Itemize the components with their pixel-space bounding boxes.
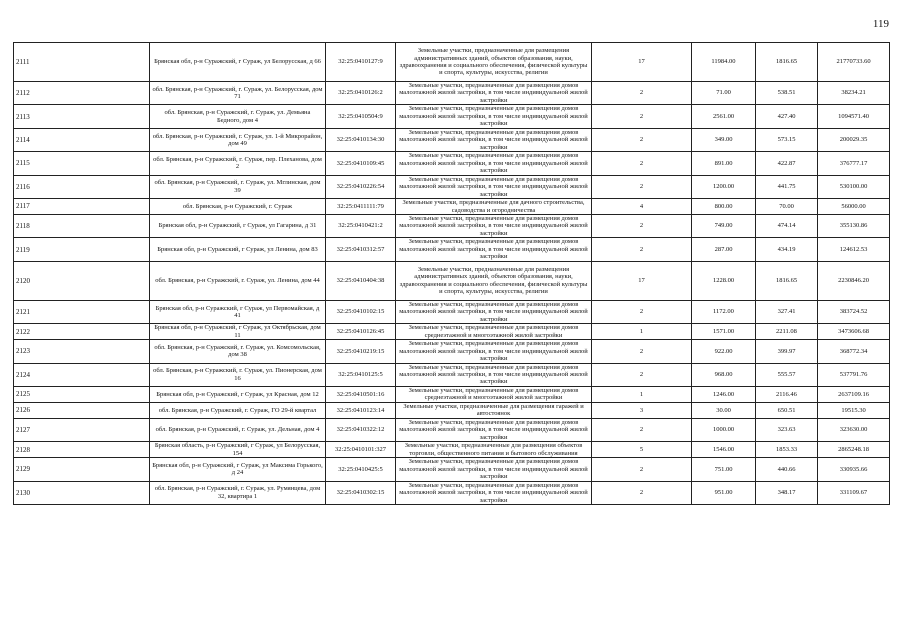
cadastral-value-cell: 124612.53 [818,238,890,261]
specific-value-cell: 1816.65 [756,43,818,82]
specific-value-cell: 422.87 [756,152,818,175]
address-cell: обл. Брянская, р-н Суражский, г. Сураж, ГО 29-й квартал [150,402,326,418]
specific-value-cell: 440.66 [756,458,818,481]
land-use-cell: Земельные участки, предназначенные для дачного строительства, садоводства и огородничества [396,199,592,215]
cadastral-number-cell: 32:25:0410404:38 [326,261,396,300]
cadastral-value-cell: 355130.86 [818,214,890,237]
table-row [14,340,890,363]
cadastral-number-cell: 32:25:0411111:79 [326,199,396,215]
specific-value-cell: 70.00 [756,199,818,215]
cadastral-number-cell: 32:25:0410504:9 [326,105,396,128]
address-cell: обл. Брянская, р-н Суражский, г. Сураж [150,199,326,215]
row-number-cell: 2125 [14,386,150,402]
cadastral-number-cell: 32:25:0410322:12 [326,418,396,441]
row-number-cell: 2124 [14,363,150,386]
area-cell: 349.00 [692,128,756,151]
cadastral-value-cell: 3473606.68 [818,324,890,340]
area-cell: 800.00 [692,199,756,215]
land-use-cell: Земельные участки, предназначенные для размещения домов малоэтажной жилой застройки, в том числе индивидуальной жилой застройки [396,458,592,481]
address-cell: обл. Брянская, р-н Суражский, г. Сураж, ул. Пионерская, дом 16 [150,363,326,386]
table-row [14,458,890,481]
use-group-code-cell: 2 [592,418,692,441]
cadastral-number-cell: 32:25:0410134:30 [326,128,396,151]
area-cell: 71.00 [692,82,756,105]
cadastral-value-cell: 1094571.40 [818,105,890,128]
address-cell: Брянская обл, р-н Суражский, г Сураж, ул Красная, дом 12 [150,386,326,402]
area-cell: 751.00 [692,458,756,481]
area-cell: 1172.00 [692,300,756,323]
land-use-cell: Земельные участки, предназначенные для размещения административных зданий, объектов образования, науки, здравоохранения и социального обеспечения, физической культуры и спорта, культуры, искусства, религии [396,43,592,82]
table-row [14,43,890,82]
specific-value-cell: 1816.65 [756,261,818,300]
cadastral-number-cell: 32:25:0410226:54 [326,175,396,198]
cadastral-value-cell: 2637109.16 [818,386,890,402]
land-use-cell: Земельные участки, предназначенные для размещения домов малоэтажной жилой застройки, в том числе индивидуальной жилой застройки [396,418,592,441]
address-cell: обл. Брянская, р-н Суражский, г. Сураж, ул. Белорусская, дом 71 [150,82,326,105]
cadastral-number-cell: 32:25:0410425:5 [326,458,396,481]
use-group-code-cell: 2 [592,340,692,363]
specific-value-cell: 2116.46 [756,386,818,402]
use-group-code-cell: 2 [592,363,692,386]
row-number-cell: 2114 [14,128,150,151]
cadastral-value-cell: 537791.76 [818,363,890,386]
specific-value-cell: 399.97 [756,340,818,363]
use-group-code-cell: 2 [592,214,692,237]
use-group-code-cell: 1 [592,386,692,402]
cadastral-value-cell: 530100.00 [818,175,890,198]
row-number-cell: 2129 [14,458,150,481]
land-use-cell: Земельные участки, предназначенные для размещения административных зданий, объектов образования, науки, здравоохранения и социального обеспечения, физической культуры и спорта, культуры, искусства, религии [396,261,592,300]
row-number-cell: 2127 [14,418,150,441]
use-group-code-cell: 1 [592,324,692,340]
specific-value-cell: 474.14 [756,214,818,237]
specific-value-cell: 427.40 [756,105,818,128]
row-number-cell: 2123 [14,340,150,363]
land-use-cell: Земельные участки, предназначенные для размещения домов малоэтажной жилой застройки, в том числе индивидуальной жилой застройки [396,105,592,128]
use-group-code-cell: 3 [592,402,692,418]
use-group-code-cell: 2 [592,238,692,261]
land-use-cell: Земельные участки, предназначенные для размещения домов малоэтажной жилой застройки, в том числе индивидуальной жилой застройки [396,128,592,151]
table-row [14,402,890,418]
table-row [14,442,890,458]
row-number-cell: 2113 [14,105,150,128]
address-cell: Брянская обл, р-н Суражский, г Сураж, ул Ленина, дом 83 [150,238,326,261]
table-row [14,82,890,105]
cadastral-value-table [13,42,890,505]
cadastral-value-cell: 330935.66 [818,458,890,481]
cadastral-number-cell: 32:25:0410126:2 [326,82,396,105]
address-cell: Брянская обл, р-н Суражский, г Сураж, ул Гагарина, д 31 [150,214,326,237]
area-cell: 1000.00 [692,418,756,441]
cadastral-number-cell: 32:25:0410421:2 [326,214,396,237]
cadastral-value-cell: 2865248.18 [818,442,890,458]
cadastral-value-cell: 331109.67 [818,481,890,504]
area-cell: 951.00 [692,481,756,504]
use-group-code-cell: 2 [592,300,692,323]
table-row [14,481,890,504]
table-row [14,128,890,151]
address-cell: Брянская обл, р-н Суражский, г Сураж, ул Максима Горького, д 24 [150,458,326,481]
use-group-code-cell: 2 [592,458,692,481]
cadastral-number-cell: 32:25:0410219:15 [326,340,396,363]
land-use-cell: Земельные участки, предназначенные для размещения домов малоэтажной жилой застройки, в том числе индивидуальной жилой застройки [396,214,592,237]
table-row [14,199,890,215]
area-cell: 968.00 [692,363,756,386]
table-row [14,363,890,386]
specific-value-cell: 441.75 [756,175,818,198]
use-group-code-cell: 2 [592,82,692,105]
use-group-code-cell: 2 [592,152,692,175]
specific-value-cell: 327.41 [756,300,818,323]
address-cell: обл. Брянская, р-н Суражский, г. Сураж, ул. Демьяна Бедного, дом 4 [150,105,326,128]
area-cell: 2561.00 [692,105,756,128]
specific-value-cell: 538.51 [756,82,818,105]
land-use-cell: Земельные участки, предназначенные для размещения домов малоэтажной жилой застройки, в том числе индивидуальной жилой застройки [396,340,592,363]
cadastral-number-cell: 32:25:0410501:16 [326,386,396,402]
address-cell: обл. Брянская, р-н Суражский, г. Сураж, пер. Плеханова, дом 2 [150,152,326,175]
area-cell: 287.00 [692,238,756,261]
table-body [14,43,890,505]
specific-value-cell: 434.19 [756,238,818,261]
area-cell: 1246.00 [692,386,756,402]
land-use-cell: Земельные участки, предназначенные для размещения домов малоэтажной жилой застройки, в том числе индивидуальной жилой застройки [396,238,592,261]
cadastral-number-cell: 32:25:0410109:45 [326,152,396,175]
land-use-cell: Земельные участки, предназначенные для размещения домов среднеэтажной и многоэтажной жилой застройки [396,324,592,340]
cadastral-value-cell: 376777.17 [818,152,890,175]
address-cell: обл. Брянская, р-н Суражский, г. Сураж, ул. Дельная, дом 4 [150,418,326,441]
cadastral-number-cell: 32:25:0410302:15 [326,481,396,504]
table-row [14,214,890,237]
row-number-cell: 2111 [14,43,150,82]
row-number-cell: 2117 [14,199,150,215]
cadastral-value-cell: 383724.52 [818,300,890,323]
row-number-cell: 2126 [14,402,150,418]
use-group-code-cell: 2 [592,128,692,151]
land-use-cell: Земельные участки, предназначенные для размещения домов малоэтажной жилой застройки, в том числе индивидуальной жилой застройки [396,300,592,323]
land-use-cell: Земельные участки, предназначенные для размещения домов малоэтажной жилой застройки, в том числе индивидуальной жилой застройки [396,82,592,105]
cadastral-value-cell: 38234.21 [818,82,890,105]
use-group-code-cell: 4 [592,199,692,215]
area-cell: 1571.00 [692,324,756,340]
address-cell: Брянская обл, р-н Суражский, г Сураж, ул Белорусская, д 66 [150,43,326,82]
cadastral-value-cell: 56000.00 [818,199,890,215]
use-group-code-cell: 2 [592,481,692,504]
land-use-cell: Земельные участки, предназначенные для размещения домов малоэтажной жилой застройки, в том числе индивидуальной жилой застройки [396,481,592,504]
cadastral-number-cell: 32:25:0410312:57 [326,238,396,261]
specific-value-cell: 323.63 [756,418,818,441]
land-use-cell: Земельные участки, предназначенные для размещения домов малоэтажной жилой застройки, в том числе индивидуальной жилой застройки [396,363,592,386]
cadastral-number-cell: 32:25:0410126:45 [326,324,396,340]
table-row [14,300,890,323]
page-number: 119 [872,18,889,30]
land-use-cell: Земельные участки, предназначенные для размещения домов малоэтажной жилой застройки, в том числе индивидуальной жилой застройки [396,175,592,198]
row-number-cell: 2121 [14,300,150,323]
area-cell: 1228.00 [692,261,756,300]
land-use-cell: Земельные участки, предназначенные для размещения гаражей и автостоянок [396,402,592,418]
area-cell: 11984.00 [692,43,756,82]
use-group-code-cell: 5 [592,442,692,458]
area-cell: 30.00 [692,402,756,418]
land-use-cell: Земельные участки, предназначенные для размещения домов среднеэтажной и многоэтажной жилой застройки [396,386,592,402]
table-row [14,105,890,128]
cadastral-number-cell: 32:25:0410102:15 [326,300,396,323]
cadastral-value-cell: 19515.30 [818,402,890,418]
use-group-code-cell: 17 [592,43,692,82]
cadastral-number-cell: 32:25:0410127:9 [326,43,396,82]
use-group-code-cell: 17 [592,261,692,300]
address-cell: Брянская область, р-н Суражский, г Сураж, ул Белорусская, 154 [150,442,326,458]
table-row [14,152,890,175]
row-number-cell: 2115 [14,152,150,175]
row-number-cell: 2119 [14,238,150,261]
cadastral-value-cell: 200029.35 [818,128,890,151]
address-cell: Брянская обл, р-н Суражский, г Сураж, ул Первомайская, д 41 [150,300,326,323]
cadastral-value-cell: 323630.00 [818,418,890,441]
use-group-code-cell: 2 [592,175,692,198]
address-cell: обл. Брянская, р-н Суражский, г. Сураж, ул. 1-й Микрорайон, дом 49 [150,128,326,151]
area-cell: 1546.00 [692,442,756,458]
row-number-cell: 2130 [14,481,150,504]
row-number-cell: 2112 [14,82,150,105]
area-cell: 749.00 [692,214,756,237]
specific-value-cell: 1853.33 [756,442,818,458]
table-row [14,386,890,402]
cadastral-number-cell: 32:25:0410125:5 [326,363,396,386]
land-use-cell: Земельные участки, предназначенные для размещения объектов торговли, общественного питания и бытового обслуживания [396,442,592,458]
table-row [14,175,890,198]
cadastral-value-cell: 368772.34 [818,340,890,363]
address-cell: обл. Брянская, р-н Суражский, г. Сураж, ул. Мглинская, дом 39 [150,175,326,198]
row-number-cell: 2118 [14,214,150,237]
specific-value-cell: 2211.08 [756,324,818,340]
area-cell: 891.00 [692,152,756,175]
specific-value-cell: 650.51 [756,402,818,418]
table-row [14,418,890,441]
specific-value-cell: 555.57 [756,363,818,386]
row-number-cell: 2120 [14,261,150,300]
row-number-cell: 2116 [14,175,150,198]
cadastral-number-cell: 32:25:0410123:14 [326,402,396,418]
row-number-cell: 2122 [14,324,150,340]
address-cell: Брянская обл, р-н Суражский, г Сураж, ул Октябрьская, дом 11 [150,324,326,340]
cadastral-value-cell: 21770733.60 [818,43,890,82]
address-cell: обл. Брянская, р-н Суражский, г. Сураж, ул. Ленина, дом 44 [150,261,326,300]
cadastral-value-cell: 2230846.20 [818,261,890,300]
use-group-code-cell: 2 [592,105,692,128]
row-number-cell: 2128 [14,442,150,458]
address-cell: обл. Брянская, р-н Суражский, г. Сураж, ул. Комсомольская, дом 38 [150,340,326,363]
cadastral-number-cell: 32:25:0410101:327 [326,442,396,458]
specific-value-cell: 348.17 [756,481,818,504]
table-row [14,324,890,340]
address-cell: обл. Брянская, р-н Суражский, г. Сураж, ул. Румянцева, дом 32, квартира 1 [150,481,326,504]
table-row [14,238,890,261]
land-use-cell: Земельные участки, предназначенные для размещения домов малоэтажной жилой застройки, в том числе индивидуальной жилой застройки [396,152,592,175]
table-row [14,261,890,300]
area-cell: 922.00 [692,340,756,363]
specific-value-cell: 573.15 [756,128,818,151]
area-cell: 1200.00 [692,175,756,198]
